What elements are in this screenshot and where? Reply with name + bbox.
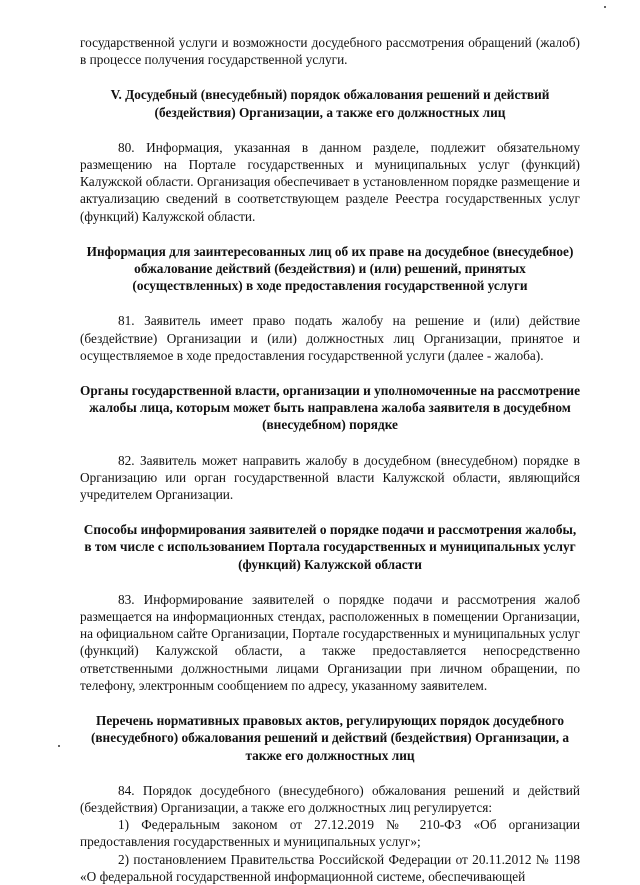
info-heading: Информация для заинтересованных лиц об их праве на досудебное (внесудебное) обжалование действий (бездействия) и (или) решений, принятых (осуществленных) в ходе предоставления государственной услуги bbox=[86, 243, 574, 294]
scan-speck bbox=[58, 745, 60, 747]
paragraph-80: 80. Информация, указанная в данном разделе, подлежит обязательному размещению на Портале государственных и муниципальных услуг (функций) Калужской области. Организация обеспечивает в установленном порядке размещение и актуализацию сведений в соответствующем разделе Реестра государственных услуг (функций) Калужской области. bbox=[80, 139, 580, 224]
section-v-heading: V. Досудебный (внесудебный) порядок обжалования решений и действий (бездействия) Организации, а также его должностных лиц bbox=[110, 87, 550, 120]
paragraph-82: 82. Заявитель может направить жалобу в досудебном (внесудебном) порядке в Организацию или орган государственной власти Калужской области, являющийся учредителем Организации. bbox=[80, 452, 580, 503]
intro-paragraph: государственной услуги и возможности досудебного рассмотрения обращений (жалоб) в процессе получения государственной услуги. bbox=[80, 35, 580, 68]
list-item-1: 1) Федеральным законом от 27.12.2019 № 210-ФЗ «Об организации предоставления государственных и муниципальных услуг»; bbox=[80, 817, 580, 850]
acts-heading: Перечень нормативных правовых актов, регулирующих порядок досудебного (внесудебного) обжалования решений и действий (бездействия) Организации, а также его должностных лиц bbox=[90, 713, 570, 763]
document-body bbox=[80, 34, 580, 885]
ways-heading: Способы информирования заявителей о порядке подачи и рассмотрения жалобы, в том числе с использованием Портала государственных и муниципальных услуг (функций) Калужской области bbox=[83, 522, 577, 572]
paragraph-83: 83. Информирование заявителей о порядке подачи и рассмотрения жалоб размещается на информационных стендах, расположенных в помещении Организации, на официальном сайте Организации, Портале государственных и муниципальных услуг (функций) Калужской области, а также предоставляется непосредственно ответственными должностными лицами Организации при личном обращении, по телефону, электронным сообщением по адресу, указанному заявителем. bbox=[80, 591, 580, 693]
paragraph-81: 81. Заявитель имеет право подать жалобу на решение и (или) действие (бездействие) Организации и (или) должностных лиц Организации, принятое и осуществляемое в ходе предоставления государственной услуги (далее - жалоба). bbox=[80, 313, 580, 363]
organs-heading: Органы государственной власти, организации и уполномоченные на рассмотрение жалобы лица, которым может быть направлена жалоба заявителя в досудебном (внесудебном) порядке bbox=[80, 383, 580, 433]
scan-speck bbox=[604, 6, 606, 8]
paragraph-84: 84. Порядок досудебного (внесудебного) обжалования решений и действий (бездействия) Организации, а также его должностных лиц регулируется: bbox=[80, 782, 580, 815]
list-item-2: 2) постановлением Правительства Российской Федерации от 20.11.2012 № 1198 «О федеральной государственной информационной системе, обеспечивающей bbox=[80, 851, 580, 884]
